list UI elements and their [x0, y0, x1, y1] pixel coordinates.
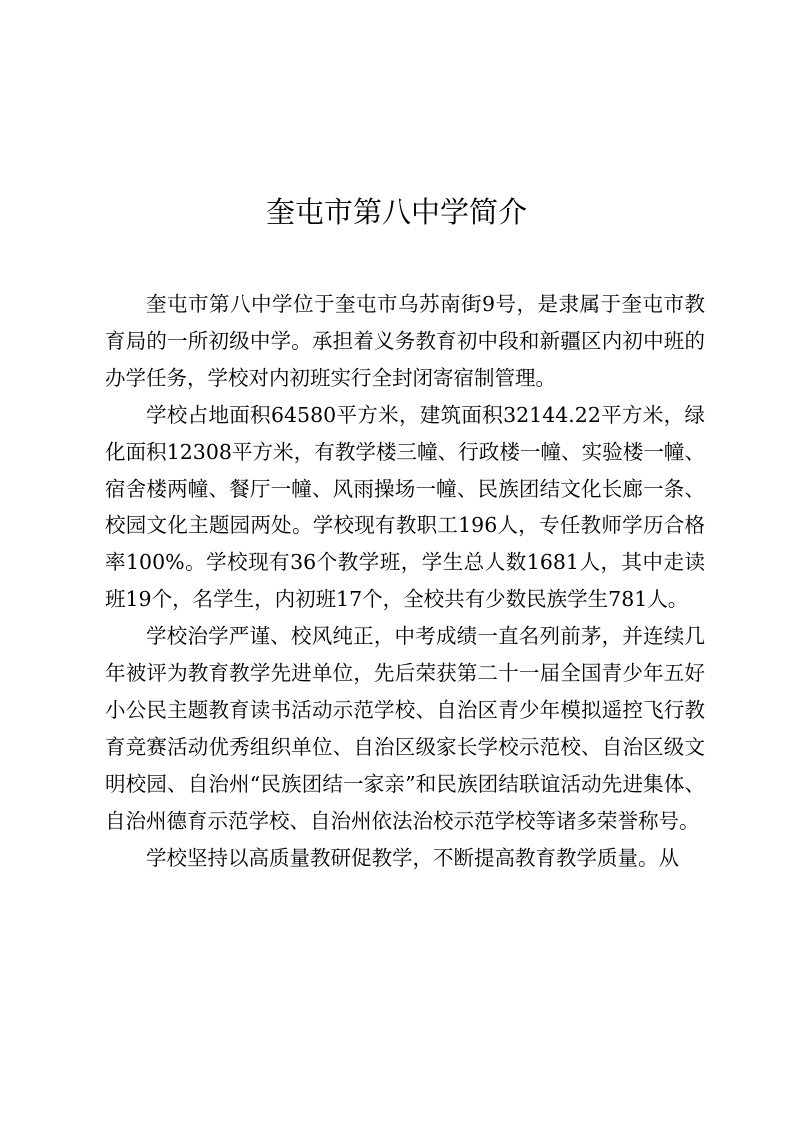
paragraph-location: 奎屯市第八中学位于奎屯市乌苏南街9号，是隶属于奎屯市教育局的一所初级中学。承担着义务教育初中段和新疆区内初中班的办学任务，学校对内初班实行全封闭寄宿制管理。 — [105, 292, 705, 390]
paragraph-honors: 学校治学严谨、校风纯正，中考成绩一直名列前茅，并连续几年被评为教育教学先进单位，先后荣获第二十一届全国青少年五好小公民主题教育读书活动示范学校、自治区青少年模拟遥控飞行教育竞赛活动优秀组织单位、自治区级家长学校示范校、自治区级文明校园、自治州“民族团结一家亲”和民族团结联谊活动先进集体、自治州德育示范学校、自治州依法治校示范学校等诸多荣誉称号。 — [105, 624, 705, 833]
document-body — [105, 286, 705, 877]
paragraph-facilities: 学校占地面积64580平方米，建筑面积32144.22平方米，绿化面积12308平方米，有教学楼三幢、行政楼一幢、实验楼一幢、宿舍楼两幢、餐厅一幢、风雨操场一幢、民族团结文化长廊一条、校园文化主题园两处。学校现有教职工196人，专任教师学历合格率100%。学校现有36个教学班，学生总人数1681人，其中走读班19个，名学生，内初班17个，全校共有少数民族学生781人。 — [105, 402, 705, 612]
document-title: 奎屯市第八中学简介 — [265, 195, 527, 229]
paragraph-teaching: 学校坚持以高质量教研促教学，不断提高教育教学质量。从 — [146, 845, 679, 870]
